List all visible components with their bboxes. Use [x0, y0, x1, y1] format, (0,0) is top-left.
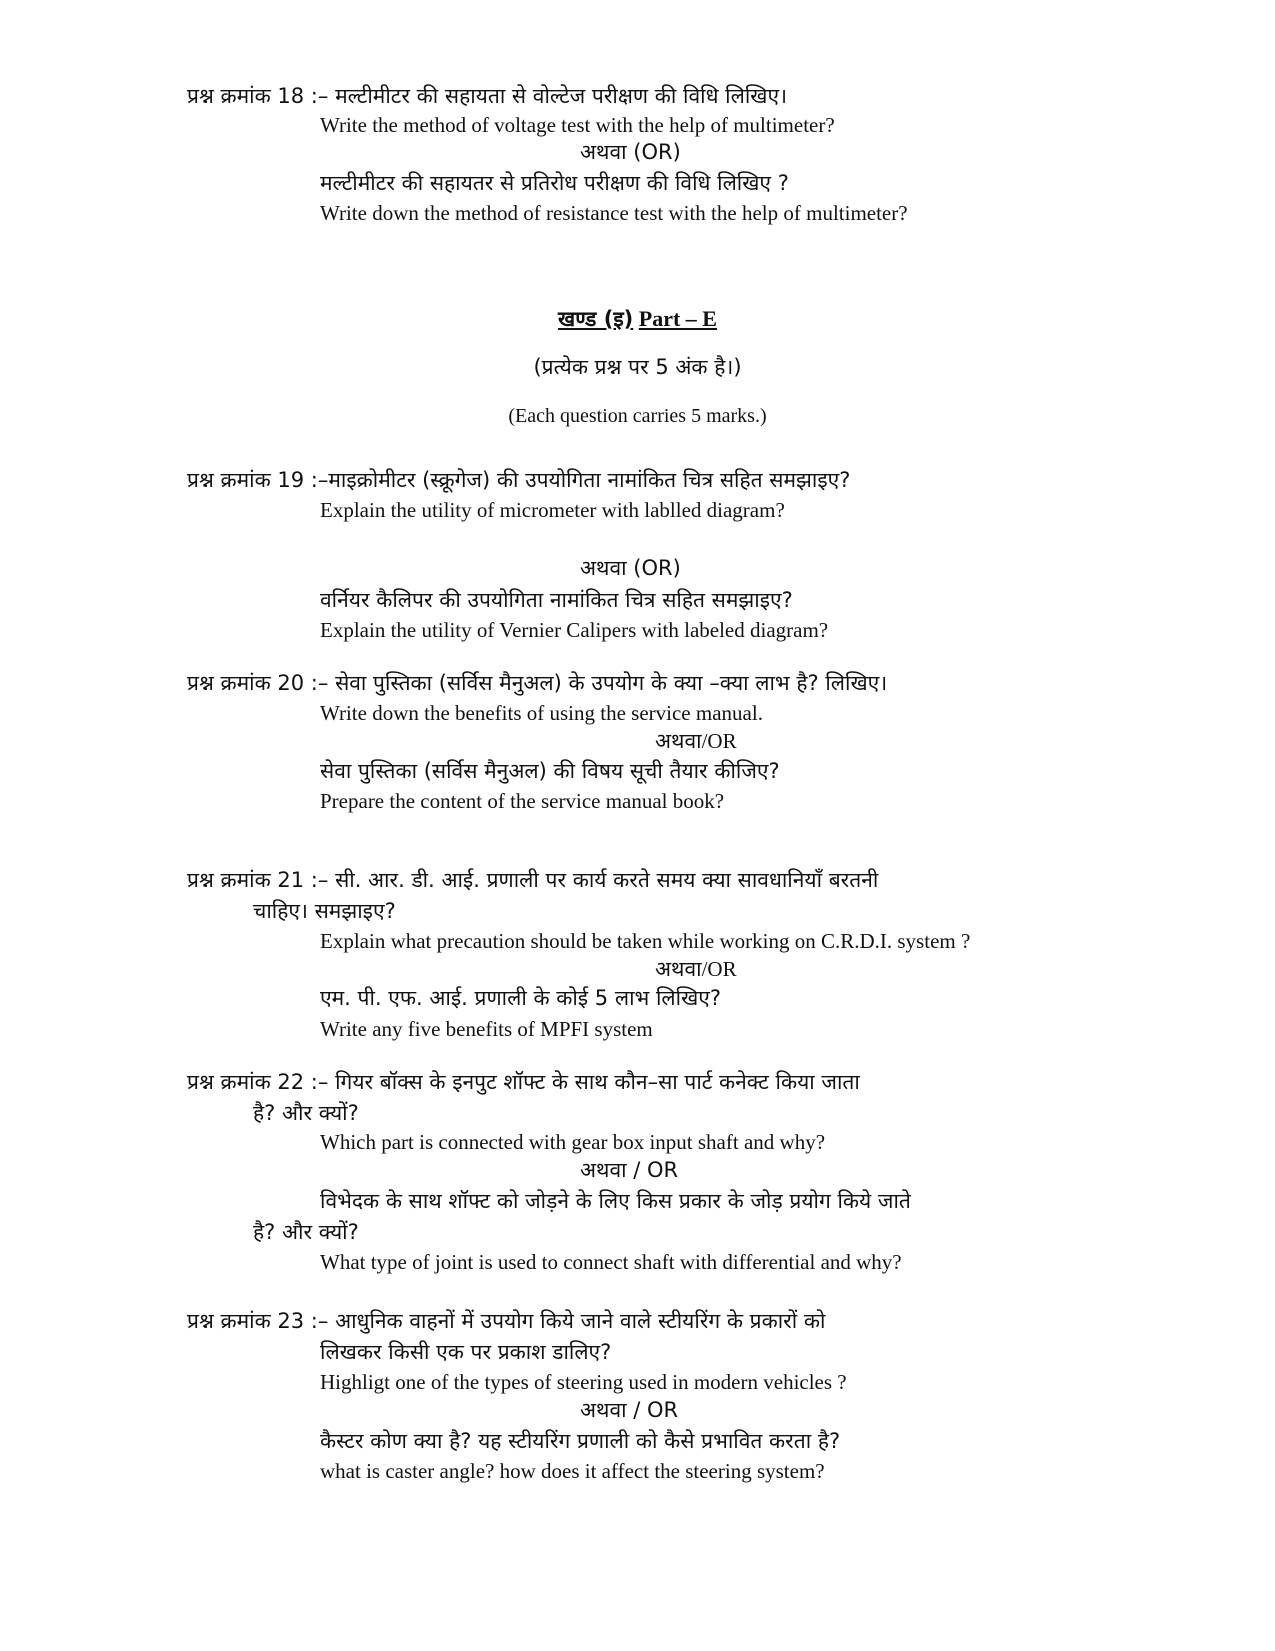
question-22-hindi-line1: गियर बॉक्स के इनपुट शॉफ्ट के साथ कौन–सा पार्ट कनेक्ट किया जाता [335, 1070, 860, 1094]
question-18-prefix: प्रश्न क्रमांक 18 :– [187, 84, 329, 108]
question-21-or: अथवा/OR [655, 957, 737, 981]
question-22-alt-hindi-line2: है? और क्यों? [253, 1220, 359, 1244]
question-20-alt-english: Prepare the content of the service manual book? [320, 789, 725, 813]
question-18-hindi: मल्टीमीटर की सहायता से वोल्टेज परीक्षण की विधि लिखिए। [335, 84, 788, 108]
question-22-english: Which part is connected with gear box input shaft and why? [320, 1130, 826, 1154]
question-23-hindi-line2: लिखकर किसी एक पर प्रकाश डालिए? [320, 1340, 612, 1364]
part-e-marks-hindi: (प्रत्येक प्रश्न पर 5 अंक है।) [533, 355, 742, 379]
question-18-alt-english: Write down the method of resistance test with the help of multimeter? [320, 201, 908, 225]
part-e-heading-english: Part – E [638, 306, 717, 331]
question-18-or: अथवा (OR) [580, 140, 681, 164]
question-20-or: अथवा/OR [655, 729, 737, 753]
question-20-hindi: सेवा पुस्तिका (सर्विस मैनुअल) के उपयोग के क्या –क्या लाभ है? लिखिए। [335, 671, 888, 695]
question-21-hindi-line2: चाहिए। समझाइए? [253, 899, 396, 923]
question-20-english: Write down the benefits of using the service manual. [320, 701, 763, 725]
question-19-hindi: माइक्रोमीटर (स्क्रूगेज) की उपयोगिता नामांकित चित्र सहित समझाइए? [328, 468, 851, 492]
question-22-alt-hindi-line1: विभेदक के साथ शॉफ्ट को जोड़ने के लिए किस प्रकार के जोड़ प्रयोग किये जाते [320, 1189, 911, 1213]
question-18-english: Write the method of voltage test with the help of multimeter? [320, 113, 835, 137]
question-23-english: Highligt one of the types of steering used in modern vehicles ? [320, 1370, 847, 1394]
question-20-line [187, 673, 887, 694]
question-22-hindi-line2: है? और क्यों? [253, 1101, 359, 1125]
part-e-heading-hindi: खण्ड (इ) [558, 307, 634, 331]
question-21-prefix: प्रश्न क्रमांक 21 :– [187, 868, 329, 892]
question-19-prefix: प्रश्न क्रमांक 19 :– [187, 468, 329, 492]
question-19-line [187, 470, 850, 491]
question-19-english: Explain the utility of micrometer with lablled diagram? [320, 498, 785, 522]
part-e-heading [0, 308, 1275, 330]
question-23-prefix: प्रश्न क्रमांक 23 :– [187, 1309, 329, 1333]
question-18-alt-hindi: मल्टीमीटर की सहायतर से प्रतिरोध परीक्षण की विधि लिखिए ? [320, 171, 789, 195]
question-21-english: Explain what precaution should be taken while working on C.R.D.I. system ? [320, 929, 971, 953]
question-22-line [187, 1072, 860, 1093]
question-18-line [187, 86, 787, 107]
question-22-or: अथवा / OR [580, 1158, 679, 1182]
question-20-prefix: प्रश्न क्रमांक 20 :– [187, 671, 329, 695]
question-21-line [187, 870, 878, 891]
question-19-or: अथवा (OR) [580, 556, 681, 580]
question-19-alt-hindi: वर्नियर कैलिपर की उपयोगिता नामांकित चित्र सहित समझाइए? [320, 588, 793, 612]
question-23-or: अथवा / OR [580, 1398, 679, 1422]
question-19-alt-english: Explain the utility of Vernier Calipers with labeled diagram? [320, 618, 829, 642]
question-23-line [187, 1311, 825, 1332]
question-22-prefix: प्रश्न क्रमांक 22 :– [187, 1070, 329, 1094]
question-23-alt-hindi: कैस्टर कोण क्या है? यह स्टीयरिंग प्रणाली को कैसे प्रभावित करता है? [320, 1429, 841, 1453]
question-20-alt-hindi: सेवा पुस्तिका (सर्विस मैनुअल) की विषय सूची तैयार कीजिए? [320, 759, 780, 783]
question-23-alt-english: what is caster angle? how does it affect the steering system? [320, 1459, 825, 1483]
part-e-marks-english: (Each question carries 5 marks.) [508, 405, 767, 427]
question-22-alt-english: What type of joint is used to connect shaft with differential and why? [320, 1250, 902, 1274]
question-23-hindi-line1: आधुनिक वाहनों में उपयोग किये जाने वाले स्टीयरिंग के प्रकारों को [335, 1309, 826, 1333]
question-21-alt-english: Write any five benefits of MPFI system [320, 1017, 653, 1041]
question-21-alt-hindi: एम. पी. एफ. आई. प्रणाली के कोई 5 लाभ लिखिए? [320, 986, 722, 1010]
question-21-hindi-line1: सी. आर. डी. आई. प्रणाली पर कार्य करते समय क्या सावधानियाँ बरतनी [335, 868, 879, 892]
